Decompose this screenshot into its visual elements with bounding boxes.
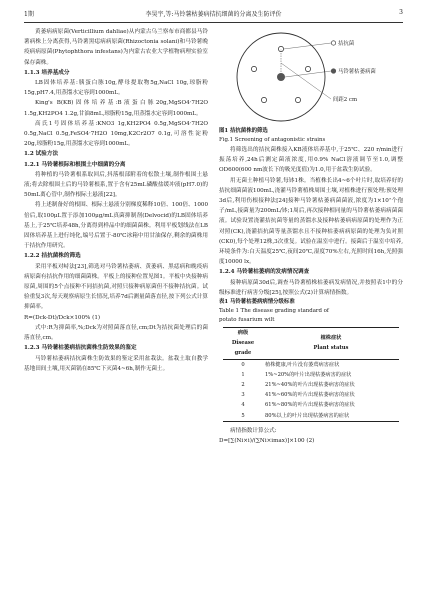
paragraph: 病情指数计算公式: <box>230 427 277 434</box>
paragraph: 黄萎病病原菌(Verticillium dahliae)从内蒙古乌兰察布市商都县马铃薯病株上分离获得,马铃薯黑痣病病原菌(Rhizoctonia solani)和马铃薯晚疫病病原菌(Phytophthora infestans)为内蒙古农业大学植物病理实验室保存菌株。 <box>24 29 208 66</box>
antagonist-point <box>261 97 266 102</box>
paragraph: 将种植的马铃薯根系取回后,抖落根部附着的松散土壤,制作根围土悬液;将去除根围土后的马铃薯根系,置于含有25mL磷酸盐缓冲液(pH7.0)的50mL离心管中,制作根际土悬液[22]。 <box>24 171 208 199</box>
paragraph: 高氏1号固体培养基:KNO3 1g,KH2PO4 0.5g,MgSO4·7H2O 0.5g,NaCl 0.5g,FeSO4·7H2O 10mg,K2Cr2O7 0.1g,可溶性淀粉20g,琼脂粉15g,用蒸馏水定容到1000mL。 <box>24 120 208 148</box>
paragraph: 接种病原菌30d后,调查马铃薯植株枯萎病发病情况,并按照表1中的分级标准进行病害分级[25],按照公式(2)计算病情指数。 <box>219 279 403 296</box>
section-heading: 1.2.2 拮抗菌株的筛选 <box>24 253 81 260</box>
equation-2: D=[∑(Ni×i)/(∑Ni×imax)]×100 (2) <box>219 438 315 445</box>
antagonist-point <box>305 66 310 71</box>
grade-cell: 4 <box>241 402 245 409</box>
paragraph: 采用平板对峙法[23],筛选对马铃薯枯萎病、黄萎病、黑痣病和晚疫病病原菌有拮抗作用的细菌菌株。平板上的接种位置见图1。平板中央接种病原菌,周围的5个点接种不同拮抗菌,对照只接种病原菌但不接种拮抗菌。试验重复3次,每天观察病原生长情况,培养7d后测量菌落直径,按下列公式计算抑菌率。 <box>24 263 208 311</box>
paragraph: King's B(KB)固体培养基:B液蛋白胨20g,MgSO4·7H2O 1.5g,KH2PO4 1.2g,甘油8mL,琼脂粉15g,用蒸馏水定容到1000mL。 <box>24 100 208 117</box>
paragraph: LB固体培养基:胰蛋白胨10g,酵母提取物5g,NaCl 10g,琼脂粉15g,pH7.4,用蒸馏水定容到1000mL。 <box>24 80 208 97</box>
table-row <box>223 380 399 390</box>
paragraph: 用无菌土种植马铃薯,每钵1株。当植株长出4~6个叶片时,取培养好的拮抗细菌菌液100mL,浇灌马铃薯植株周围土壤,对植株进行预处理;预处理3d后,利用伤根接种法[24]接种马铃薯枯萎病菌菌液,浓度为1×10⁷个孢子/mL,接菌量为200mL/钵;1周后,再次接种相同量的马铃薯枯萎病病菌菌液。试验设置浇灌拮抗菌等量的蒸馏水及接种枯萎病病原菌的处理作为正对照(CK),浇灌拮抗菌等量蒸馏水且不接种枯萎病病原菌的处理为负对照(CK0),每个处理12株,3次重复。试验在温室中进行。接菌后于温室中培养,环境条件为:白天温度25℃,夜间20℃,湿度70%左右,光照时间16h,光照强度10000 lx。 <box>219 177 403 266</box>
equation-1: R=(Dck-Dt)/Dck×100% (1) <box>24 314 101 321</box>
legend-label: 马铃薯枯萎病菌 <box>338 69 376 75</box>
leader-line <box>284 43 331 49</box>
section-heading: 1.1.3 培养基成分 <box>24 69 70 76</box>
figure-1 <box>219 29 403 127</box>
antagonist-point <box>295 97 300 102</box>
status-cell: 1%~20%的叶片出现枯萎病害的症状 <box>265 371 352 378</box>
grade-cell: 1 <box>241 371 245 378</box>
figure-caption-en: Fig.1 Screening of antagonistic strains <box>219 137 326 143</box>
page-number: 3 <box>399 9 403 16</box>
paragraph: 将上述制备好的根围、根际土悬液分别梯度稀释10倍、100倍、1000倍后,取100μL置于添加100μg/mL真菌抑制剂(Delvocid)的LB固体培养基上,于25℃培养48h,分离得到样品中的细菌菌株。利用平板划线法在LB固体培养基上进行纯化,编号后置于-80℃冰箱中用甘油保存,剩余的菌株用于拮抗作用研究。 <box>24 202 208 250</box>
section-heading: 1.2 试验方法 <box>24 151 59 158</box>
section-heading: 1.2.4 马铃薯枯萎病的发病情况调查 <box>219 269 310 276</box>
table-title-cn: 表1 马铃薯枯萎病病情分级标准 <box>219 299 295 306</box>
antagonist-point <box>251 66 256 71</box>
table-title-en: Table 1 The disease grading standard of <box>219 308 329 315</box>
paragraph: 马铃薯枯萎病拮抗菌株生防效果的鉴定采用盆栽法。盆栽土取自教学基地田间土壤,用灭菌锅在85℃下灭菌4~6h,制作无菌土。 <box>24 355 208 372</box>
leader-line <box>281 63 331 99</box>
table-row <box>223 370 399 380</box>
issue-number: 1期 <box>24 11 34 18</box>
paragraph: 将筛选出的拮抗菌株接入KB液体培养基中,于25℃、220 r/min进行振荡培养,24h后测定菌液浓度,用0.9% NaCl溶液调节至1.0,调整OD600(600 nm波长下的吸光度值)为1.0,用于盆栽生防试验。 <box>219 147 403 174</box>
status-cell: 41%~60%的叶片出现枯萎病害的症状 <box>265 392 355 399</box>
section-heading: 1.2.1 马铃薯根际和根围土中细菌的分离 <box>24 161 126 168</box>
left-column <box>24 27 208 374</box>
grade-cell: 3 <box>241 392 245 399</box>
table-row <box>223 400 399 410</box>
section-heading: 1.2.3 马铃薯枯萎病拮抗菌株生防效果的鉴定 <box>24 345 137 352</box>
legend-label: 间距2 cm <box>333 97 358 103</box>
running-header <box>24 9 403 21</box>
table-row <box>223 390 399 400</box>
column-header <box>223 328 263 360</box>
column-header-cn: 病级 <box>237 330 249 337</box>
status-cell: 61%~80%的叶片出现枯萎病害的症状 <box>265 402 355 409</box>
status-cell: 80%以上的叶片出现枯萎病害的症状 <box>265 412 350 419</box>
grade-cell: 2 <box>241 382 245 389</box>
grade-cell: 5 <box>241 412 245 419</box>
disease-grade-table <box>223 327 399 422</box>
table-header-row <box>223 328 399 360</box>
table-title-en: potato fusarium wilt <box>219 317 275 324</box>
status-cell: 21%~40%的叶片出现枯萎病害的症状 <box>265 382 355 389</box>
column-header <box>263 328 399 360</box>
petri-dish-diagram <box>219 29 403 127</box>
column-header-en: Disease grade <box>231 340 255 357</box>
legend-label: 拮抗菌 <box>338 41 355 47</box>
figure-caption-cn: 图1 拮抗菌株的筛选 <box>219 128 268 134</box>
legend-antagonist-icon <box>331 41 335 45</box>
column-header-cn: 植株症状 <box>320 335 342 342</box>
paragraph: 式中:R为抑菌率,%;Dck为对照菌落直径,cm;Dt为拮抗菌处理后的菌落直径,cm。 <box>24 324 208 342</box>
right-column <box>219 27 403 446</box>
table-row <box>223 359 399 370</box>
running-title: 李昊宇,等:马铃薯枯萎病拮抗细菌的分离及生防评价 <box>145 11 282 18</box>
column-header-en: Plant status <box>313 345 349 352</box>
status-cell: 植株健康,叶片没有萎蔫病害症状 <box>265 361 340 368</box>
header-rule <box>24 22 403 23</box>
legend-pathogen-icon <box>331 68 336 73</box>
grade-cell: 0 <box>241 361 245 368</box>
table-row <box>223 411 399 422</box>
